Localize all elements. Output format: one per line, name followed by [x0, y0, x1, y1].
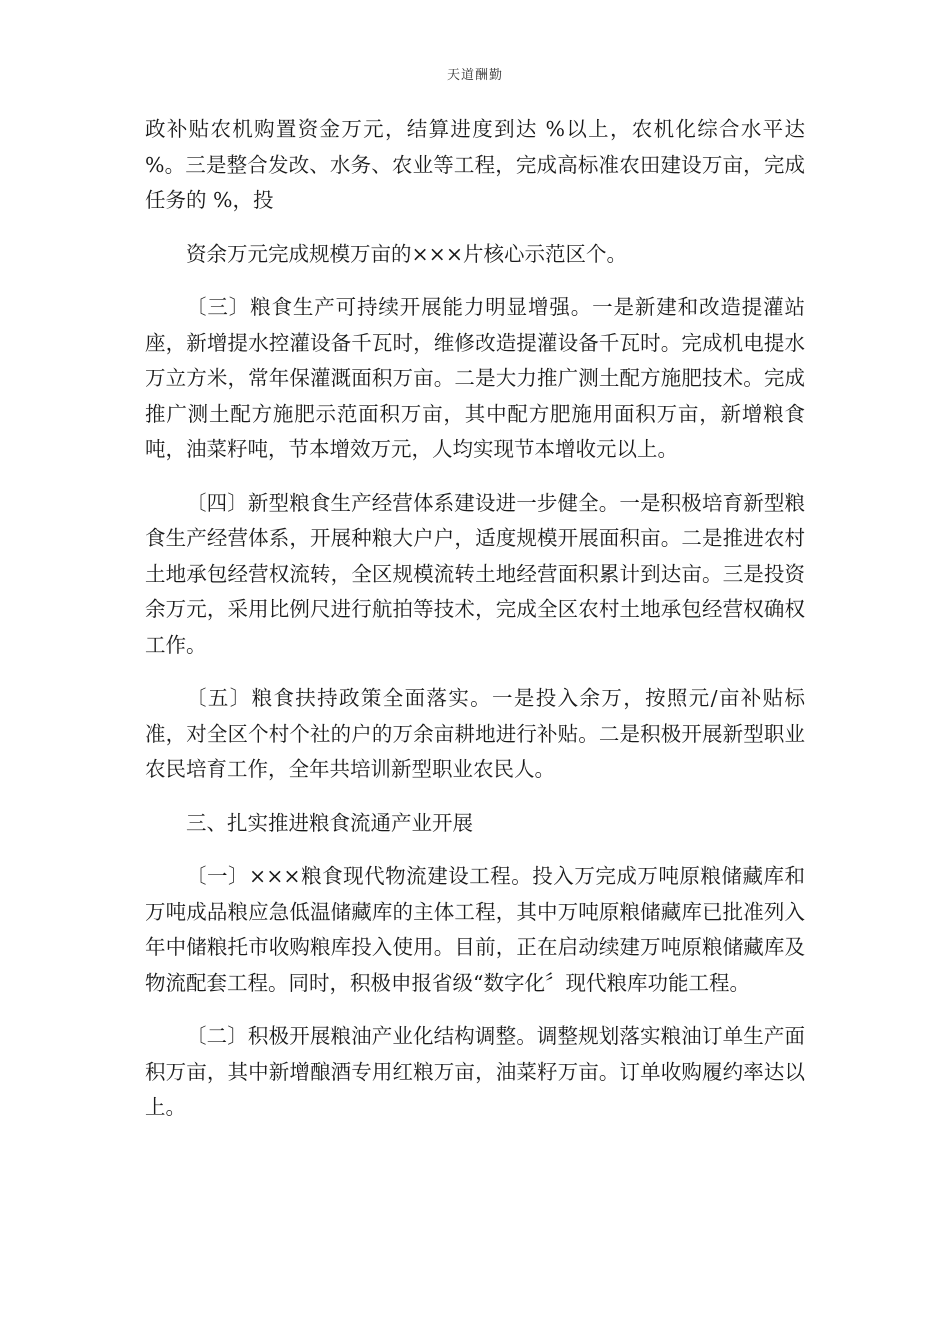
document-body	[145, 112, 805, 1144]
running-header: 天道酬勤	[446, 68, 503, 83]
paragraph-section-4: 〔四〕新型粮食生产经营体系建设进一步健全。一是积极培育新型粮食生产经营体系，开展种粮大户户，适度规模开展面积亩。二是推进农村土地承包经营权流转，全区规模流转土地经营面积累计到达亩。三是投资余万元，采用比例尺进行航拍等技术，完成全区农村土地承包经营权确权工作。	[145, 490, 805, 657]
paragraph-section-3: 〔三〕粮食生产可持续开展能力明显增强。一是新建和改造提灌站座，新增提水控灌设备千瓦时，维修改造提灌设备千瓦时。完成机电提水万立方米，常年保灌溉面积万亩。二是大力推广测土配方施肥技术。完成推广测土配方施肥示范面积万亩，其中配方肥施用面积万亩，新增粮食吨，油菜籽吨，节本增效万元，人均实现节本增收元以上。	[145, 295, 805, 461]
paragraph-subsidy-continued: 政补贴农机购置资金万元，结算进度到达 %以上，农机化综合水平达 %。三是整合发改、水务、农业等工程，完成高标准农田建设万亩，完成任务的 %，投	[145, 117, 805, 212]
paragraph-section-5: 〔五〕粮食扶持政策全面落实。一是投入余万，按照元/亩补贴标准，对全区个村个社的户的万余亩耕地进行补贴。二是积极开展新型职业农民培育工作，全年共培训新型职业农民人。	[145, 686, 805, 781]
paragraph-logistics-project: 〔一〕×××粮食现代物流建设工程。投入万完成万吨原粮储藏库和万吨成品粮应急低温储藏库的主体工程，其中万吨原粮储藏库已批准列入年中储粮托市收购粮库投入使用。目前，正在启动续建万吨原粮储藏库及物流配套工程。同时，积极申报省级“数字化〞现代粮库功能工程。	[145, 864, 805, 995]
section-heading-3: 三、扎实推进粮食流通产业开展	[186, 810, 473, 835]
paragraph-demo-zone: 资余万元完成规模万亩的×××片核心示范区个。	[186, 241, 628, 266]
paragraph-industry-adjustment: 〔二〕积极开展粮油产业化结构调整。调整规划落实粮油订单生产面积万亩，其中新增酿酒专用红粮万亩，油菜籽万亩。订单收购履约率达以上。	[145, 1024, 805, 1119]
